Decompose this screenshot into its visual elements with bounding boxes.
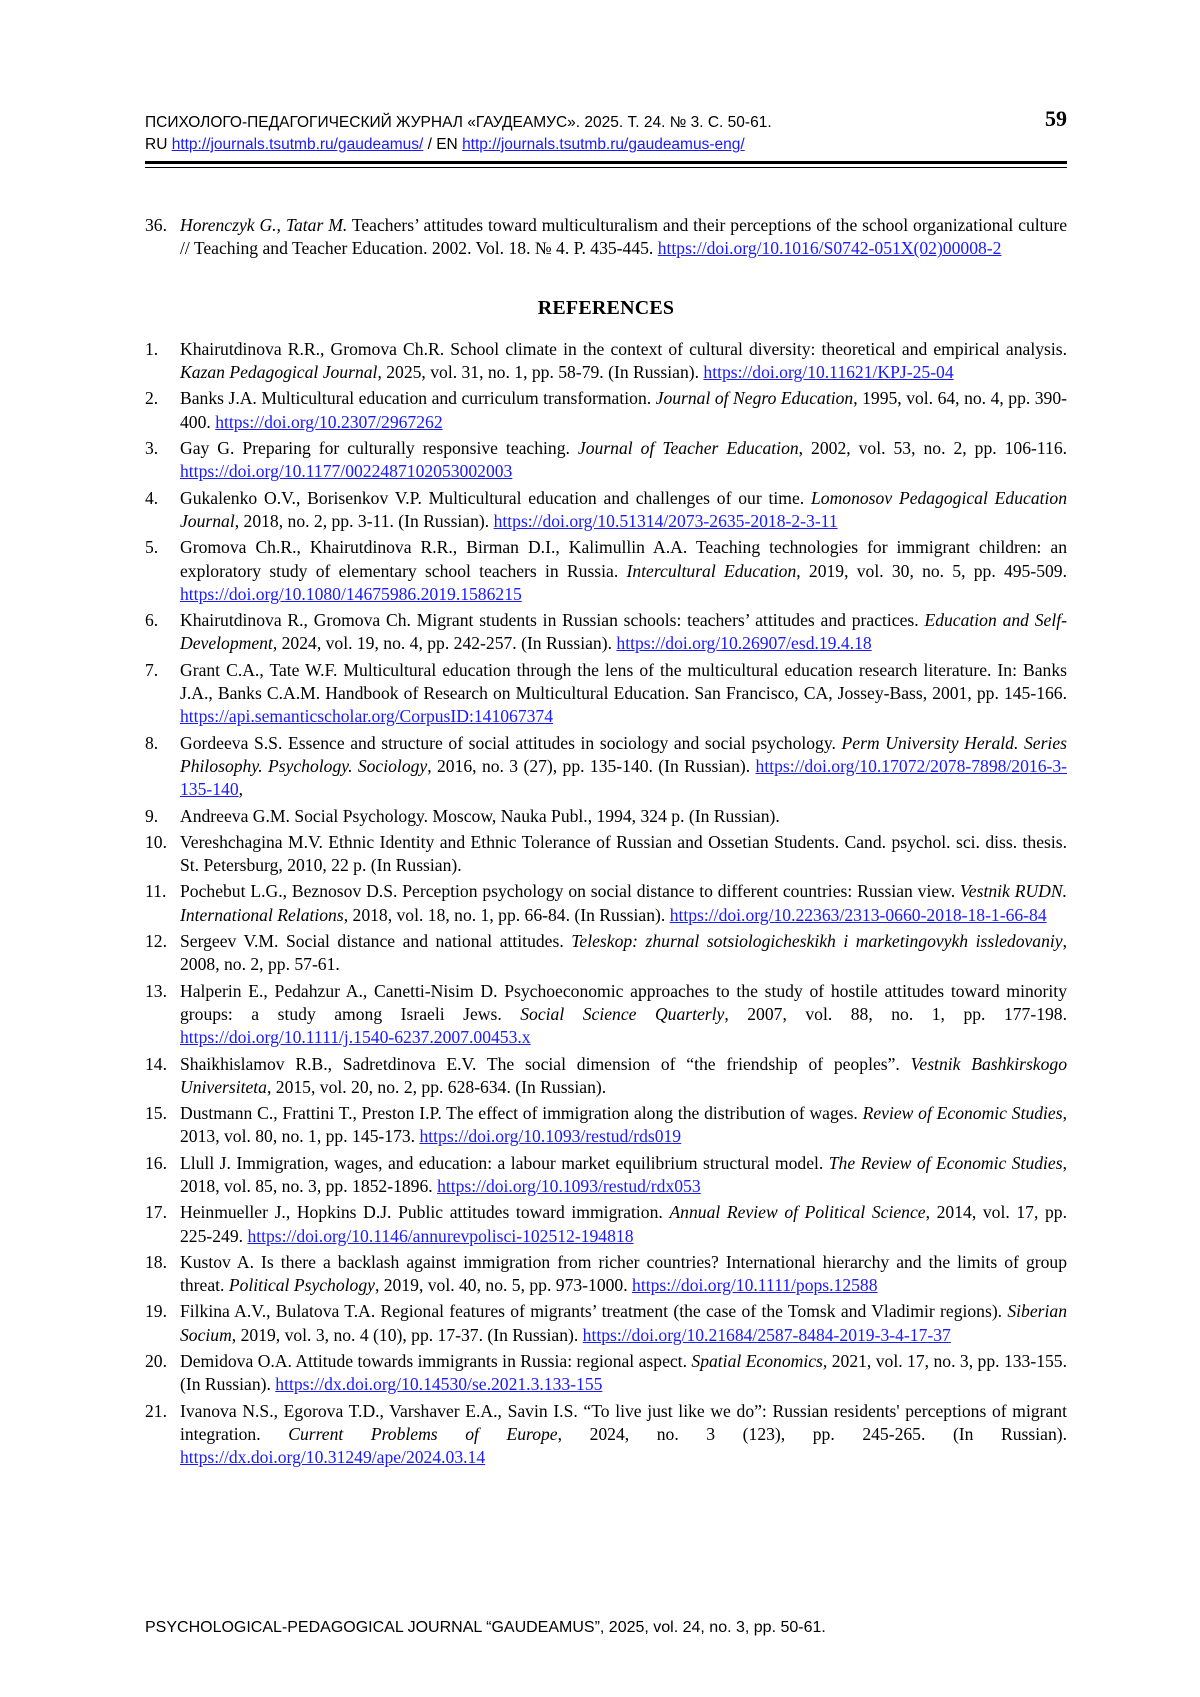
reference-text — [180, 487, 1067, 534]
page-number: 59 — [1045, 106, 1067, 131]
ru-label: RU — [145, 136, 172, 153]
reference-text — [180, 1102, 1067, 1149]
reference-number: 21. — [145, 1400, 167, 1421]
reference-item — [145, 437, 1067, 484]
reference-item — [145, 1300, 1067, 1347]
previous-reference-list — [145, 214, 1067, 261]
reference-details: , 2025, vol. 31, no. 1, pp. 58-79. (In Russian). — [377, 362, 704, 383]
reference-doi-link[interactable]: https://doi.org/10.21684/2587-8484-2019-3-4-17-37 — [582, 1324, 951, 1345]
reference-details: , 2008, no. 2, pp. 57-61. — [180, 931, 1067, 975]
running-footer: PSYCHOLOGICAL-PEDAGOGICAL JOURNAL “GAUDEAMUS”, 2025, vol. 24, no. 3, pp. 50-61. — [145, 1619, 826, 1636]
reference-text — [180, 437, 1067, 484]
reference-text — [180, 1251, 1067, 1298]
reference-text — [180, 732, 1067, 802]
reference-source: Political Psychology — [228, 1275, 375, 1296]
reference-item — [145, 930, 1067, 977]
reference-text — [180, 880, 1067, 927]
reference-title: Gay G. Preparing for culturally responsive teaching. — [180, 438, 578, 459]
reference-item — [145, 1201, 1067, 1248]
reference-details: , 2018, no. 2, pp. 3-11. (In Russian). — [234, 510, 494, 531]
reference-number: 6. — [145, 610, 159, 631]
reference-title: Gukalenko O.V., Borisenkov V.P. Multicultural education and challenges of our time. — [180, 487, 811, 508]
reference-number: 8. — [145, 732, 159, 753]
reference-number: 12. — [145, 931, 167, 952]
reference-number: 36. — [145, 215, 167, 235]
reference-doi-link[interactable]: https://doi.org/10.22363/2313-0660-2018-18-1-66-84 — [669, 904, 1047, 925]
reference-item — [145, 487, 1067, 534]
reference-title: Andreeva G.M. Social Psychology. Moscow, Nauka Publ., 1994, 324 p. (In Russian). — [180, 805, 780, 826]
reference-title: Halperin E., Pedahzur A., Canetti-Nisim D. Psychoeconomic approaches to the study of hostile attitudes toward minority groups: a study among Israeli Jews. — [180, 980, 1067, 1024]
reference-doi-link[interactable]: https://doi.org/10.1016/S0742-051X(02)00008-2 — [657, 238, 1002, 259]
reference-item — [145, 980, 1067, 1050]
reference-source: Annual Review of Political Science — [669, 1202, 926, 1223]
reference-source: Lomonosov Pedagogical Education Journal — [180, 487, 1067, 531]
reference-title: Filkina A.V., Bulatova T.A. Regional features of migrants’ treatment (the case of the Tomsk and Vladimir regions). — [180, 1301, 1008, 1322]
reference-title: Pochebut L.G., Beznosov D.S. Perception psychology on social distance to different countries: Russian view. — [180, 881, 961, 902]
reference-source: Journal of Teacher Education — [577, 438, 799, 459]
reference-source: Intercultural Education — [626, 560, 797, 581]
reference-doi-link[interactable]: https://doi.org/10.11621/KPJ-25-04 — [703, 362, 954, 383]
reference-item — [145, 1102, 1067, 1149]
journal-citation-line: ПСИХОЛОГО-ПЕДАГОГИЧЕСКИЙ ЖУРНАЛ «ГАУДЕАМУС». 2025. Т. 24. № 3. С. 50-61. — [145, 114, 772, 131]
journal-urls-line — [145, 134, 1067, 156]
reference-doi-link[interactable]: https://doi.org/10.26907/esd.19.4.18 — [616, 633, 872, 654]
reference-title: Kustov A. Is there a backlash against immigration from richer countries? International hierarchy and the limits of group threat. — [180, 1251, 1067, 1296]
reference-details: , 2007, vol. 88, no. 1, pp. 177-198. — [724, 1003, 1067, 1024]
reference-number: 16. — [145, 1152, 167, 1173]
reference-details: , 1995, vol. 64, no. 4, pp. 390-400. — [180, 388, 1068, 432]
reference-doi-link[interactable]: https://doi.org/10.1111/j.1540-6237.2007.00453.x — [180, 1027, 531, 1048]
reference-title: Dustmann C., Frattini T., Preston I.P. The effect of immigration along the distribution of wages. — [180, 1103, 863, 1124]
page-content — [145, 214, 1067, 1473]
reference-doi-link[interactable]: https://doi.org/10.1111/pops.12588 — [632, 1275, 878, 1296]
reference-number: 9. — [145, 805, 159, 826]
reference-item — [145, 1152, 1067, 1199]
reference-source: Review of Economic Studies — [862, 1103, 1063, 1124]
reference-details: , 2013, vol. 80, no. 1, pp. 145-173. — [180, 1103, 1067, 1147]
reference-source: Spatial Economics, — [691, 1351, 828, 1372]
ru-journal-link[interactable]: http://journals.tsutmb.ru/gaudeamus/ — [171, 136, 424, 153]
reference-title: Gordeeva S.S. Essence and structure of social attitudes in sociology and social psychology. — [180, 732, 842, 753]
reference-title: Khairutdinova R., Gromova Ch. Migrant students in Russian schools: teachers’ attitudes and practices. — [180, 610, 925, 631]
reference-details: , 2019, vol. 40, no. 5, pp. 973-1000. — [374, 1275, 633, 1296]
reference-text — [180, 980, 1067, 1050]
reference-doi-link[interactable]: https://api.semanticscholar.org/CorpusID:141067374 — [180, 706, 554, 727]
en-label: / EN — [423, 136, 463, 153]
reference-doi-link[interactable]: https://doi.org/10.1177/0022487102053002003 — [180, 461, 513, 482]
reference-details: 2021, vol. 17, no. 3, pp. 133-155. (In Russian). — [180, 1351, 1067, 1395]
reference-doi-link[interactable]: https://doi.org/10.2307/2967262 — [215, 411, 443, 432]
reference-number: 13. — [145, 980, 167, 1001]
reference-number: 18. — [145, 1251, 167, 1272]
reference-source: Education and Self-Development — [180, 610, 1067, 654]
reference-number: 1. — [145, 338, 159, 359]
references-heading: REFERENCES — [537, 296, 675, 319]
reference-item — [145, 1251, 1067, 1298]
reference-details: , 2002, vol. 53, no. 2, pp. 106-116. — [798, 438, 1068, 459]
header-rule-thin — [145, 167, 1067, 168]
reference-doi-link[interactable]: https://doi.org/10.1093/restud/rdx053 — [437, 1175, 701, 1196]
reference-title: Vereshchagina M.V. Ethnic Identity and Ethnic Tolerance of Russian and Ossetian Students. Cand. psychol. sci. diss. thesis. St. Petersburg, 2010, 22 p. (In Russian). — [180, 831, 1067, 876]
reference-tail: , — [238, 779, 244, 800]
reference-text — [180, 930, 1067, 977]
reference-source: The Review of Economic Studies — [828, 1152, 1063, 1173]
reference-text — [180, 831, 1067, 878]
reference-details: , 2024, vol. 19, no. 4, pp. 242-257. (In Russian). — [272, 633, 617, 654]
reference-number: 17. — [145, 1202, 167, 1223]
reference-item — [145, 536, 1067, 606]
reference-source: Vestnik RUDN. International Relations — [180, 881, 1068, 925]
reference-number: 3. — [145, 438, 159, 459]
reference-text — [180, 609, 1067, 656]
reference-doi-link[interactable]: https://dx.doi.org/10.14530/se.2021.3.133-155 — [275, 1374, 603, 1395]
running-header — [145, 106, 1067, 156]
reference-doi-link[interactable]: https://doi.org/10.17072/2078-7898/2016-3-135-140 — [180, 755, 1068, 800]
reference-doi-link[interactable]: https://dx.doi.org/10.31249/ape/2024.03.14 — [180, 1447, 486, 1468]
reference-number: 10. — [145, 831, 167, 852]
reference-item — [145, 1350, 1067, 1397]
reference-source: Teleskop: zhurnal sotsiologicheskikh i marketingovykh issledovaniy — [571, 931, 1063, 952]
reference-title: Shaikhislamov R.B., Sadretdinova E.V. The social dimension of “the friendship of peoples”. — [180, 1053, 911, 1074]
reference-text — [180, 1152, 1067, 1199]
reference-text — [180, 536, 1067, 606]
references-list — [145, 338, 1067, 1470]
reference-text — [180, 387, 1067, 434]
reference-text — [180, 1400, 1067, 1470]
reference-source: Siberian Socium — [180, 1301, 1067, 1345]
reference-number: 2. — [145, 388, 159, 409]
reference-item — [145, 609, 1067, 656]
reference-number: 11. — [145, 881, 167, 902]
en-journal-link[interactable]: http://journals.tsutmb.ru/gaudeamus-eng/ — [462, 136, 745, 153]
reference-text — [180, 214, 1067, 261]
reference-source: Perm University Herald. Series Philosophy. Psychology. Sociology — [180, 732, 1067, 776]
reference-source: Kazan Pedagogical Journal — [180, 362, 378, 383]
reference-details: , 2015, vol. 20, no. 2, pp. 628-634. (In Russian). — [266, 1076, 607, 1097]
reference-item — [145, 659, 1067, 729]
reference-number: 7. — [145, 659, 159, 680]
reference-details: , 2018, vol. 18, no. 1, pp. 66-84. (In Russian). — [343, 904, 670, 925]
reference-text — [180, 338, 1067, 385]
reference-title: Heinmueller J., Hopkins D.J. Public attitudes toward immigration. — [180, 1202, 670, 1223]
reference-title: Khairutdinova R.R., Gromova Ch.R. School climate in the context of cultural diversity: theoretical and empirical analysis. — [180, 338, 1067, 359]
reference-number: 15. — [145, 1103, 167, 1124]
reference-title: Sergeev V.M. Social distance and national attitudes. — [180, 931, 572, 952]
reference-number: 4. — [145, 487, 159, 508]
reference-source: Social Science Quarterly — [520, 1003, 725, 1024]
reference-source: Current Problems of Europe — [288, 1423, 558, 1444]
reference-source: Vestnik Bashkirskogo Universiteta — [180, 1053, 1067, 1097]
reference-details: , 2018, vol. 85, no. 3, pp. 1852-1896. — [180, 1152, 1067, 1196]
reference-text — [180, 659, 1067, 729]
reference-title: Banks J.A. Multicultural education and curriculum transformation. — [180, 388, 656, 409]
reference-item — [145, 387, 1067, 434]
reference-item — [145, 880, 1067, 927]
reference-source: Journal of Negro Education — [655, 388, 854, 409]
reference-doi-link[interactable]: https://doi.org/10.51314/2073-2635-2018-2-3-11 — [493, 510, 838, 531]
reference-title: Teachers’ attitudes toward multiculturalism and their perceptions of the school organizational culture // Teaching and Teacher Education. 2002. Vol. 18. № 4. P. 435-445. — [180, 215, 1068, 259]
reference-doi-link[interactable]: https://doi.org/10.1146/annurevpolisci-102512-194818 — [247, 1225, 634, 1246]
reference-number: 5. — [145, 537, 159, 558]
reference-number: 14. — [145, 1053, 167, 1074]
reference-details: , 2014, vol. 17, pp. 225-249. — [180, 1202, 1067, 1246]
reference-number: 20. — [145, 1351, 167, 1372]
reference-title: Grant C.A., Tate W.F. Multicultural education through the lens of the multicultural education research literature. In: Banks J.A., Banks C.A.M. Handbook of Research on Multicultural Education. San Francisco, CA, Jossey-Bass, 2001, pp. 145-166. — [180, 659, 1067, 704]
reference-item — [145, 732, 1067, 802]
reference-text — [180, 805, 1067, 828]
reference-item — [145, 805, 1067, 828]
reference-item — [145, 338, 1067, 385]
reference-title: Gromova Ch.R., Khairutdinova R.R., Birman D.I., Kalimullin A.A. Teaching technologies for immigrant children: an exploratory study of elementary school teachers in Russia. — [180, 537, 1067, 581]
reference-item — [145, 1053, 1067, 1100]
reference-doi-link[interactable]: https://doi.org/10.1093/restud/rds019 — [419, 1126, 682, 1147]
reference-text — [180, 1053, 1067, 1100]
reference-item — [145, 831, 1067, 878]
reference-doi-link[interactable]: https://doi.org/10.1080/14675986.2019.1586215 — [180, 583, 522, 604]
reference-title: Demidova O.A. Attitude towards immigrants in Russia: regional aspect. — [180, 1351, 692, 1372]
reference-item — [145, 1400, 1067, 1470]
reference-details: , 2019, vol. 3, no. 4 (10), pp. 17-37. (In Russian). — [231, 1324, 583, 1345]
reference-authors: Horenczyk G., Tatar M. — [180, 215, 348, 235]
reference-title: Ivanova N.S., Egorova T.D., Varshaver E.A., Savin I.S. “To live just like we do”: Russian residents' perceptions of migrant integration. — [180, 1400, 1067, 1444]
reference-details: , 2016, no. 3 (27), pp. 135-140. (In Russian). — [427, 755, 756, 776]
header-rule-thick — [145, 161, 1067, 164]
reference-text — [180, 1300, 1067, 1347]
reference-item — [145, 214, 1067, 261]
reference-details: , 2024, no. 3 (123), pp. 245-265. (In Russian). — [557, 1423, 1068, 1444]
reference-number: 19. — [145, 1301, 167, 1322]
reference-title: Llull J. Immigration, wages, and education: a labour market equilibrium structural model. — [180, 1152, 829, 1173]
reference-details: , 2019, vol. 30, no. 5, pp. 495-509. — [796, 560, 1067, 581]
reference-text — [180, 1350, 1067, 1397]
reference-text — [180, 1201, 1067, 1248]
